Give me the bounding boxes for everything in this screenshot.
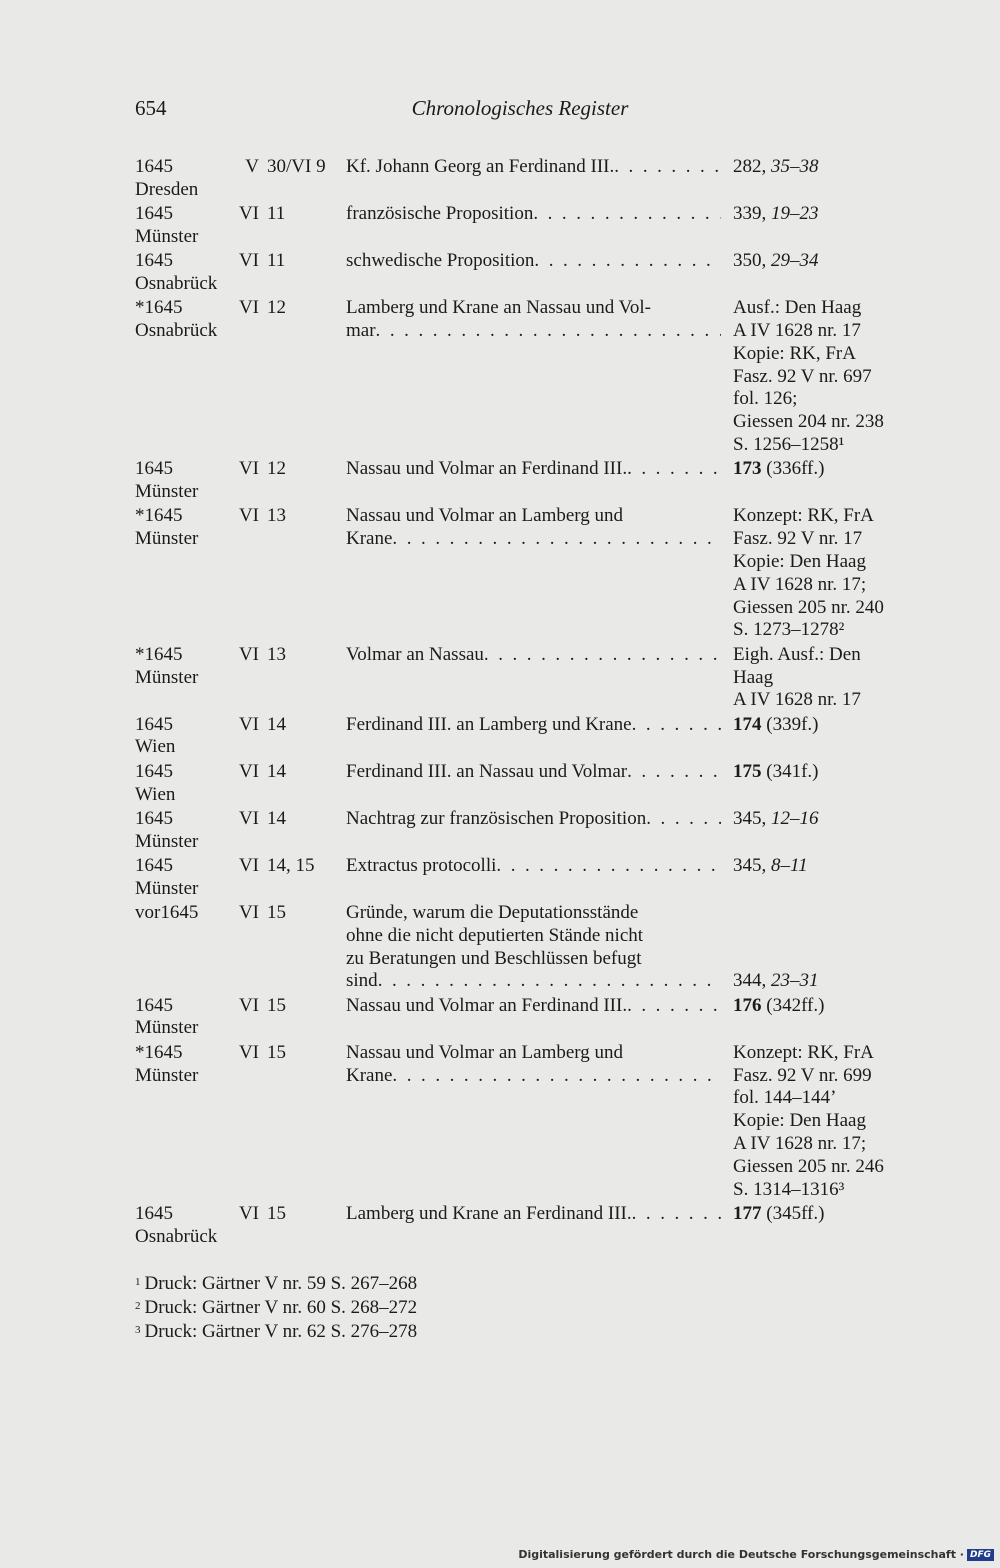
entry-reference: [733, 156, 915, 202]
entry-day: 15: [267, 902, 286, 923]
reference-line: [733, 203, 915, 226]
dot-leader: [627, 995, 721, 1018]
entry-year: 1645: [135, 713, 173, 735]
page-ref: 344,: [733, 970, 771, 992]
line-range: 35–38: [771, 156, 819, 177]
subject-text: Ferdinand III. an Lamberg und Krane: [346, 713, 632, 735]
entry-year: 1645: [135, 156, 173, 177]
entry-place: Münster: [135, 877, 199, 899]
reference-line: Kopie: RK, FrA: [733, 342, 856, 364]
entry-reference: [733, 505, 915, 642]
entry-day: 13: [267, 643, 286, 665]
reference-line: [733, 1203, 915, 1226]
digitization-credit: [518, 1548, 994, 1561]
register-entry: [135, 203, 915, 249]
line-range: 12–16: [771, 807, 819, 829]
subject-line: [346, 156, 721, 179]
reference-line: fol. 144–144’: [733, 1087, 837, 1109]
reference-line: [733, 761, 915, 784]
register-entry: [135, 644, 915, 712]
page-ref: (341f.): [761, 760, 819, 782]
line-range: 23–31: [771, 970, 819, 992]
footnotes: [135, 1271, 417, 1343]
page-header: [135, 96, 905, 126]
register-entry: [135, 250, 915, 296]
entry-place: Münster: [135, 481, 199, 503]
entry-reference: [733, 902, 915, 993]
register-entry: [135, 902, 915, 993]
dot-leader: [632, 714, 721, 737]
page-ref: (345ff.): [761, 1202, 825, 1224]
register-entry: [135, 297, 915, 457]
entry-subject: [346, 156, 733, 202]
entry-year: 1645: [135, 807, 173, 829]
subject-text: Volmar an Nassau: [346, 643, 484, 665]
page-ref: 350,: [733, 250, 771, 272]
entry-day: 14, 15: [267, 854, 315, 876]
entry-subject: [346, 761, 733, 807]
entry-day: 14: [267, 807, 286, 829]
footnote: [135, 1271, 417, 1295]
reference-line: A IV 1628 nr. 17;: [733, 573, 867, 595]
reference-line: A IV 1628 nr. 17;: [733, 1132, 867, 1154]
entry-month: VI: [238, 643, 259, 665]
entry-month: VI: [238, 902, 259, 923]
dfg-logo: DFG: [967, 1549, 994, 1561]
subject-text: Extractus protocolli: [346, 854, 497, 876]
dot-leader: [533, 203, 721, 226]
subject-line: [346, 970, 721, 993]
dot-leader: [376, 320, 721, 343]
entry-year: *1645: [135, 297, 183, 319]
footnote-mark: 2: [135, 1300, 141, 1312]
credit-text: Digitalisierung gefördert durch die Deutsche Forschungsgemeinschaft ·: [518, 1548, 964, 1561]
entry-place: Osnabrück: [135, 1225, 218, 1247]
footnote-text: Druck: Gärtner V nr. 59 S. 267–268: [144, 1273, 418, 1294]
footnote-mark: 3: [135, 1324, 141, 1336]
subject-line: [346, 644, 721, 667]
reference-line: [733, 970, 915, 993]
entry-year: vor1645: [135, 902, 199, 923]
subject-text: mar: [346, 320, 376, 342]
entry-day: 11: [267, 250, 286, 272]
page-ref: (342ff.): [761, 994, 825, 1016]
register-entry: [135, 995, 915, 1041]
subject-text: Nachtrag zur französischen Proposition: [346, 807, 647, 829]
subject-text: Nassau und Volmar an Ferdinand III.: [346, 994, 628, 1016]
page-ref: 345,: [733, 807, 771, 829]
subject-line: [346, 1203, 721, 1226]
register-entry: [135, 808, 915, 854]
entry-place: Osnabrück: [135, 320, 218, 342]
entry-place: Münster: [135, 1064, 199, 1086]
subject-text: zu Beratungen und Beschlüssen befugt: [346, 947, 642, 969]
reference-line: [733, 250, 915, 273]
running-title: Chronologisches Register: [411, 96, 629, 120]
entry-month: VI: [238, 297, 259, 319]
entry-subject: [346, 1203, 733, 1249]
reference-line: Giessen 205 nr. 246: [733, 1155, 884, 1177]
entry-day: 15: [267, 1041, 286, 1063]
subject-text: ohne die nicht deputierten Stände nicht: [346, 924, 644, 946]
reference-spacer: [733, 925, 915, 948]
page-ref: 282,: [733, 156, 771, 177]
entry-year: 1645: [135, 250, 173, 272]
entry-year: 1645: [135, 854, 173, 876]
entry-day: 12: [267, 458, 286, 480]
register-entry: [135, 156, 915, 202]
entry-subject: [346, 902, 733, 993]
subject-line: [346, 761, 721, 784]
subject-line: [346, 528, 721, 551]
entry-month: VI: [238, 807, 259, 829]
entry-month: VI: [238, 1041, 259, 1063]
subject-text: schwedische Proposition: [346, 250, 535, 272]
reference-line: Fasz. 92 V nr. 699: [733, 1064, 872, 1086]
subject-text: Nassau und Volmar an Ferdinand III.: [346, 458, 628, 480]
page-ref: (339f.): [761, 713, 819, 735]
reference-line: [733, 855, 915, 878]
entry-number: 177: [733, 1202, 762, 1224]
entry-place: Münster: [135, 830, 199, 852]
subject-line: [346, 995, 721, 1018]
reference-spacer: [733, 948, 915, 971]
register-entry: [135, 714, 915, 760]
subject-line: [346, 203, 721, 226]
reference-line: Giessen 205 nr. 240: [733, 596, 884, 618]
footnote: [135, 1319, 417, 1343]
entry-month: VI: [238, 505, 259, 527]
subject-line: [346, 250, 721, 273]
entry-year: *1645: [135, 1041, 183, 1063]
dot-leader: [392, 528, 721, 551]
entry-year: 1645: [135, 994, 173, 1016]
reference-line: Ausf.: Den Haag: [733, 297, 862, 319]
dot-leader: [392, 1065, 721, 1088]
entry-month: VI: [238, 1202, 259, 1224]
reference-spacer: [733, 902, 915, 925]
entry-place: Münster: [135, 528, 199, 550]
entry-reference: [733, 855, 915, 901]
entry-reference: [733, 644, 915, 712]
entry-year: 1645: [135, 760, 173, 782]
subject-text: Krane: [346, 1064, 393, 1086]
reference-line: S. 1314–1316³: [733, 1178, 845, 1200]
reference-line: [733, 458, 915, 481]
entry-month: VI: [238, 250, 259, 272]
entry-day: 11: [267, 203, 286, 225]
subject-line: [346, 1065, 721, 1088]
page-number: 654: [135, 96, 167, 120]
entry-month: VI: [238, 854, 259, 876]
subject-line: [346, 505, 721, 528]
entry-number: 174: [733, 713, 762, 735]
subject-line: [346, 320, 721, 343]
dot-leader: [378, 970, 721, 993]
subject-text: Nassau und Volmar an Lamberg und: [346, 505, 624, 527]
entry-day: 12: [267, 297, 286, 319]
subject-line: [346, 948, 721, 971]
entry-reference: [733, 458, 915, 504]
footnote-text: Druck: Gärtner V nr. 62 S. 276–278: [144, 1321, 418, 1342]
footnote: [135, 1295, 417, 1319]
reference-line: [733, 808, 915, 831]
entry-reference: [733, 1203, 915, 1249]
subject-line: [346, 855, 721, 878]
reference-line: Eigh. Ausf.: Den: [733, 643, 861, 665]
subject-line: [346, 1042, 721, 1065]
register-entry: [135, 1203, 915, 1249]
entry-month: V: [245, 156, 259, 177]
page-ref: (336ff.): [761, 458, 825, 480]
reference-line: A IV 1628 nr. 17: [733, 689, 861, 711]
entry-number: 175: [733, 760, 762, 782]
entry-reference: [733, 808, 915, 854]
subject-line: [346, 714, 721, 737]
subject-text: Krane: [346, 528, 393, 550]
entry-place: Wien: [135, 736, 176, 758]
subject-line: [346, 925, 721, 948]
entry-number: 176: [733, 994, 762, 1016]
entry-place: Dresden: [135, 178, 199, 200]
dot-leader: [496, 855, 721, 878]
entry-place: Wien: [135, 783, 176, 805]
entry-reference: [733, 995, 915, 1041]
subject-text: Kf. Johann Georg an Ferdinand III.: [346, 156, 615, 177]
subject-text: Lamberg und Krane an Nassau und Vol-: [346, 297, 651, 319]
subject-text: Ferdinand III. an Nassau und Volmar: [346, 760, 628, 782]
reference-line: S. 1273–1278²: [733, 619, 845, 641]
entry-subject: [346, 505, 733, 642]
dot-leader: [646, 808, 721, 831]
entry-reference: [733, 297, 915, 457]
entry-year: 1645: [135, 203, 173, 225]
subject-line: [346, 808, 721, 831]
entry-subject: [346, 250, 733, 296]
reference-line: Konzept: RK, FrA: [733, 505, 874, 527]
entry-place: Osnabrück: [135, 272, 218, 294]
reference-line: fol. 126;: [733, 388, 798, 410]
dot-leader: [632, 1203, 721, 1226]
reference-line: [733, 714, 915, 737]
page-ref: 339,: [733, 203, 771, 225]
entry-day: 13: [267, 505, 286, 527]
entry-reference: [733, 1042, 915, 1202]
entry-year: *1645: [135, 505, 183, 527]
footnote-mark: 1: [135, 1276, 141, 1288]
subject-text: Gründe, warum die Deputationsstände: [346, 902, 639, 923]
subject-line: [346, 297, 721, 320]
entry-month: VI: [238, 713, 259, 735]
entry-year: *1645: [135, 643, 183, 665]
entry-number: 173: [733, 458, 762, 480]
footnote-text: Druck: Gärtner V nr. 60 S. 268–272: [144, 1297, 418, 1318]
entry-day: 15: [267, 1202, 286, 1224]
entry-year: 1645: [135, 1202, 173, 1224]
entry-subject: [346, 458, 733, 504]
subject-text: Nassau und Volmar an Lamberg und: [346, 1041, 624, 1063]
entry-subject: [346, 855, 733, 901]
entry-month: VI: [238, 760, 259, 782]
entry-place: Münster: [135, 666, 199, 688]
reference-line: [733, 156, 915, 179]
register-entries: [135, 156, 915, 1250]
entry-reference: [733, 250, 915, 296]
reference-line: Giessen 204 nr. 238: [733, 411, 884, 433]
subject-text: französische Proposition: [346, 203, 534, 225]
entry-place: Münster: [135, 1017, 199, 1039]
reference-line: Kopie: Den Haag: [733, 1110, 866, 1132]
reference-line: Fasz. 92 V nr. 697: [733, 365, 872, 387]
reference-line: Haag: [733, 666, 774, 688]
line-range: 19–23: [771, 203, 819, 225]
entry-reference: [733, 761, 915, 807]
entry-subject: [346, 995, 733, 1041]
dot-leader: [534, 250, 721, 273]
subject-line: [346, 458, 721, 481]
line-range: 29–34: [771, 250, 819, 272]
subject-line: [346, 902, 721, 925]
entry-day: 30/VI 9: [267, 156, 326, 177]
reference-line: [733, 995, 915, 1018]
register-entry: [135, 761, 915, 807]
dot-leader: [614, 156, 721, 179]
entry-subject: [346, 714, 733, 760]
dot-leader: [627, 458, 721, 481]
register-entry: [135, 855, 915, 901]
dot-leader: [627, 761, 721, 784]
reference-line: Kopie: Den Haag: [733, 551, 866, 573]
reference-line: A IV 1628 nr. 17: [733, 320, 861, 342]
subject-text: Lamberg und Krane an Ferdinand III.: [346, 1202, 632, 1224]
entry-place: Münster: [135, 225, 199, 247]
entry-month: VI: [238, 994, 259, 1016]
reference-line: Fasz. 92 V nr. 17: [733, 528, 863, 550]
entry-reference: [733, 714, 915, 760]
line-range: 8–11: [771, 854, 808, 876]
entry-day: 14: [267, 713, 286, 735]
reference-line: Konzept: RK, FrA: [733, 1041, 874, 1063]
dot-leader: [484, 644, 721, 667]
register-entry: [135, 458, 915, 504]
entry-reference: [733, 203, 915, 249]
entry-year: 1645: [135, 458, 173, 480]
register-entry: [135, 1042, 915, 1202]
entry-subject: [346, 297, 733, 457]
entry-subject: [346, 808, 733, 854]
entry-month: VI: [238, 458, 259, 480]
subject-text: sind: [346, 970, 378, 992]
reference-line: S. 1256–1258¹: [733, 434, 845, 456]
page-ref: 345,: [733, 854, 771, 876]
entry-subject: [346, 644, 733, 712]
entry-day: 15: [267, 994, 286, 1016]
entry-month: VI: [238, 203, 259, 225]
entry-subject: [346, 203, 733, 249]
entry-subject: [346, 1042, 733, 1202]
entry-day: 14: [267, 760, 286, 782]
register-entry: [135, 505, 915, 642]
